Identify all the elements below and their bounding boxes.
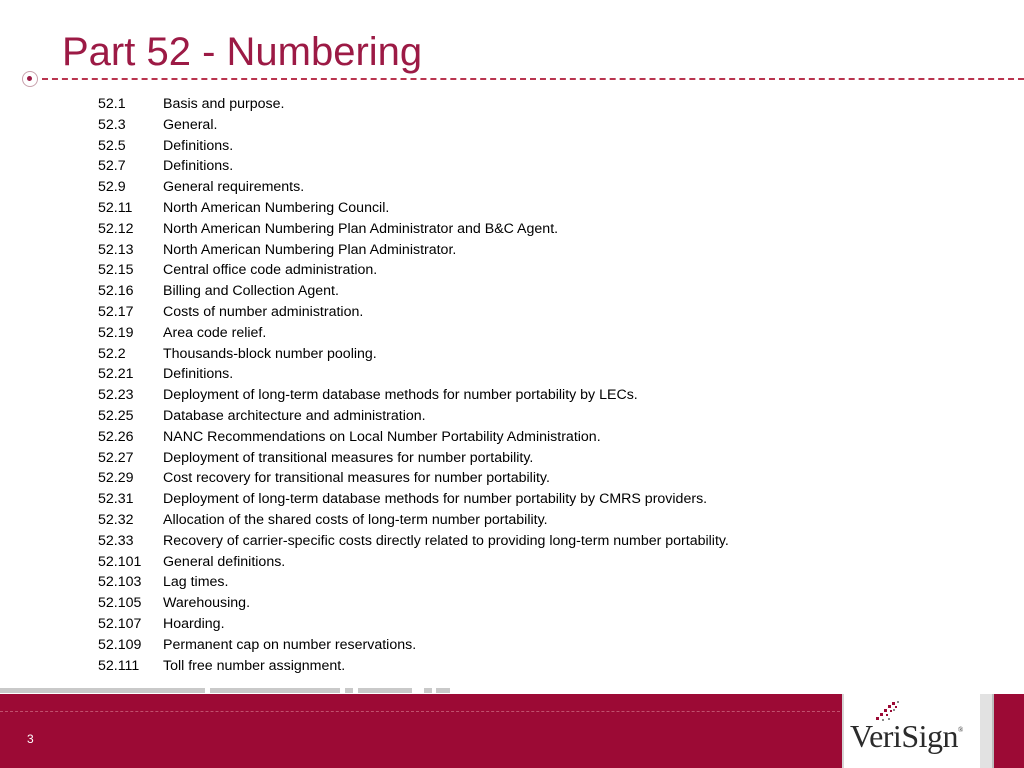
section-title: Definitions. [163, 366, 234, 383]
section-number: 52.101 [98, 553, 142, 570]
section-item [98, 344, 729, 365]
section-number: 52.16 [98, 283, 134, 300]
section-number: 52.17 [98, 303, 134, 320]
section-title: Lag times. [163, 574, 229, 591]
section-number: 52.11 [98, 199, 133, 216]
section-item [98, 489, 729, 510]
section-item [98, 364, 729, 385]
section-item [98, 468, 729, 489]
section-item [98, 385, 729, 406]
section-number: 52.109 [98, 636, 142, 653]
section-item [98, 136, 729, 157]
section-number: 52.2 [98, 345, 126, 362]
section-title: Costs of number administration. [163, 303, 364, 320]
section-title: North American Numbering Council. [163, 199, 390, 216]
section-item [98, 94, 729, 115]
section-number: 52.5 [98, 137, 126, 154]
section-title: Allocation of the shared costs of long-term number portability. [163, 511, 548, 528]
section-number: 52.7 [98, 158, 126, 175]
section-number: 52.33 [98, 532, 134, 549]
section-item [98, 115, 729, 136]
section-title: General. [163, 116, 218, 133]
section-item [98, 593, 729, 614]
section-item [98, 427, 729, 448]
section-number: 52.105 [98, 595, 142, 612]
logo-wordmark [850, 718, 963, 755]
section-number: 52.3 [98, 116, 126, 133]
section-title: Billing and Collection Agent. [163, 283, 339, 300]
section-number: 52.32 [98, 511, 134, 528]
section-number: 52.31 [98, 491, 134, 508]
footer-right-strip [980, 694, 994, 768]
section-item [98, 448, 729, 469]
section-item [98, 531, 729, 552]
section-title: Definitions. [163, 158, 234, 175]
section-item [98, 406, 729, 427]
section-number: 52.15 [98, 262, 134, 279]
page-number: 3 [27, 732, 34, 746]
section-title: Definitions. [163, 137, 234, 154]
section-title: Central office code administration. [163, 262, 378, 279]
section-item [98, 656, 729, 677]
divider-dashed-line [42, 78, 1024, 80]
registered-mark-icon: ® [958, 726, 963, 734]
accent-bar [358, 688, 412, 693]
section-title: Deployment of long-term database methods for number portability by LECs. [163, 387, 638, 404]
accent-bar [345, 688, 353, 693]
section-item [98, 240, 729, 261]
section-item [98, 302, 729, 323]
section-title: Thousands-block number pooling. [163, 345, 377, 362]
verisign-logo [842, 694, 980, 768]
section-title: Deployment of long-term database methods for number portability by CMRS providers. [163, 491, 708, 508]
section-item [98, 198, 729, 219]
section-item [98, 260, 729, 281]
slide-title: Part 52 - Numbering [62, 30, 423, 74]
section-item [98, 156, 729, 177]
section-list [98, 94, 729, 676]
section-number: 52.13 [98, 241, 134, 258]
section-title: Area code relief. [163, 324, 267, 341]
section-number: 52.111 [98, 657, 140, 674]
section-item [98, 510, 729, 531]
section-title: Cost recovery for transitional measures for number portability. [163, 470, 550, 487]
logo-wordmark-text: VeriSign [850, 718, 958, 754]
accent-bar [436, 688, 450, 693]
section-number: 52.23 [98, 387, 134, 404]
section-title: Warehousing. [163, 595, 251, 612]
section-title: NANC Recommendations on Local Number Portability Administration. [163, 428, 601, 445]
section-item [98, 635, 729, 656]
section-item [98, 177, 729, 198]
section-title: General definitions. [163, 553, 286, 570]
accent-bar [424, 688, 432, 693]
section-title: Permanent cap on number reservations. [163, 636, 417, 653]
footer-dashed-line [0, 711, 840, 712]
section-number: 52.9 [98, 179, 126, 196]
section-title: North American Numbering Plan Administrator. [163, 241, 457, 258]
accent-bar [0, 688, 205, 693]
section-item [98, 219, 729, 240]
section-number: 52.103 [98, 574, 142, 591]
section-item [98, 281, 729, 302]
section-number: 52.107 [98, 615, 142, 632]
section-title: Hoarding. [163, 615, 225, 632]
section-number: 52.27 [98, 449, 134, 466]
section-item [98, 323, 729, 344]
title-divider [22, 70, 1024, 88]
section-item [98, 552, 729, 573]
section-title: Deployment of transitional measures for number portability. [163, 449, 534, 466]
section-title: North American Numbering Plan Administrator and B&C Agent. [163, 220, 559, 237]
section-number: 52.1 [98, 96, 126, 112]
slide-footer [0, 694, 1024, 768]
section-number: 52.25 [98, 407, 134, 424]
section-number: 52.29 [98, 470, 134, 487]
section-title: Database architecture and administration. [163, 407, 426, 424]
section-title: General requirements. [163, 179, 305, 196]
section-item [98, 572, 729, 593]
section-title: Toll free number assignment. [163, 657, 346, 674]
accent-bar [210, 688, 340, 693]
section-number: 52.19 [98, 324, 134, 341]
section-item [98, 614, 729, 635]
section-number: 52.12 [98, 220, 134, 237]
section-title: Recovery of carrier-specific costs directly related to providing long-term number portability. [163, 532, 729, 549]
section-title: Basis and purpose. [163, 96, 285, 112]
divider-bullet-icon [22, 71, 38, 87]
section-number: 52.26 [98, 428, 134, 445]
section-number: 52.21 [98, 366, 134, 383]
